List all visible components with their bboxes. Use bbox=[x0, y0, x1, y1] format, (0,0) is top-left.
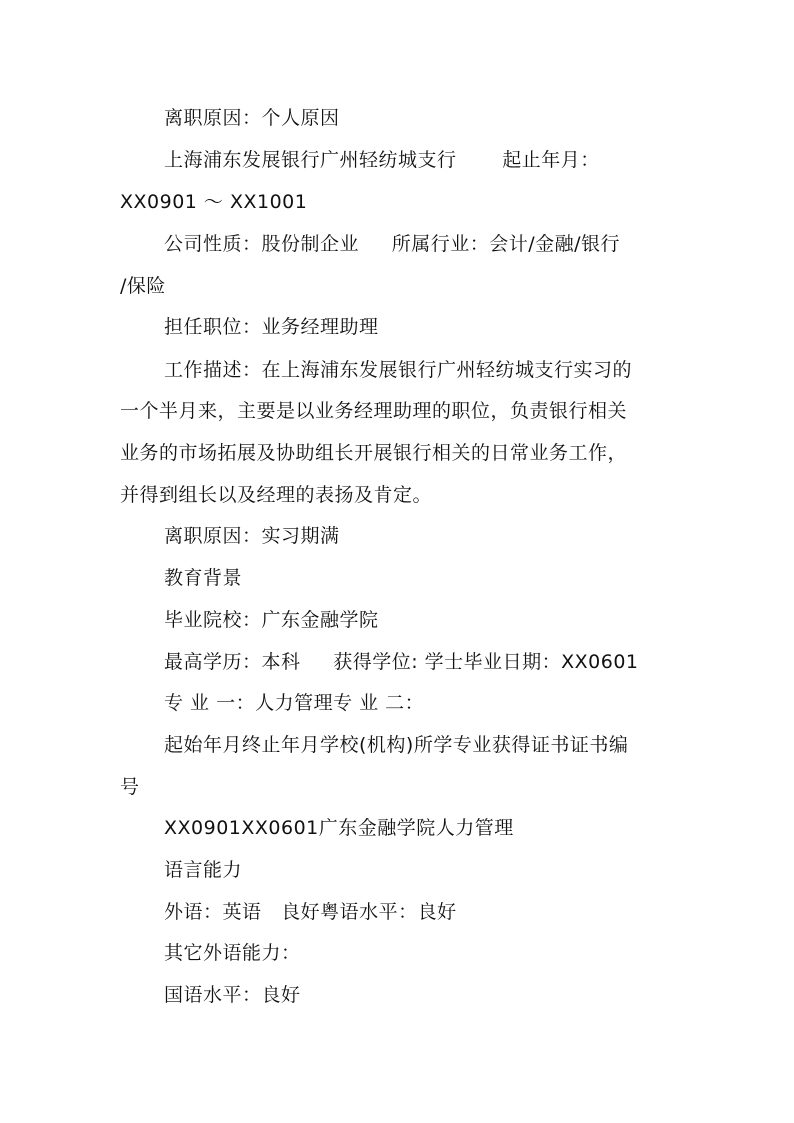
line-degree: 最高学历：本科 获得学位: 学士毕业日期：XX0601 bbox=[164, 651, 639, 673]
line-job-desc-4: 并得到组长以及经理的表扬及肯定。 bbox=[120, 484, 433, 506]
line-job-desc-3: 业务的市场拓展及协助组长开展银行相关的日常业务工作， bbox=[120, 442, 628, 464]
line-edu-record: XX0901XX0601广东金融学院人力管理 bbox=[164, 817, 514, 839]
line-employer-bank: 上海浦东发展银行广州轻纺城支行 起止年月： bbox=[164, 149, 600, 171]
line-leave-reason-1: 离职原因：个人原因 bbox=[164, 107, 340, 129]
line-job-desc-1: 工作描述：在上海浦东发展银行广州轻纺城支行实习的 bbox=[164, 359, 633, 381]
line-leave-reason-2: 离职原因：实习期满 bbox=[164, 525, 340, 547]
line-industry-cont: /保险 bbox=[120, 275, 166, 297]
line-position: 担任职位：业务经理助理 bbox=[164, 316, 379, 338]
line-edu-table-header-cont: 号 bbox=[120, 776, 140, 798]
line-major: 专 业 一：人力管理专 业 二： bbox=[164, 692, 425, 714]
line-mandarin: 国语水平：良好 bbox=[164, 984, 301, 1006]
section-heading-education: 教育背景 bbox=[164, 567, 243, 589]
line-school: 毕业院校：广东金融学院 bbox=[164, 609, 379, 631]
line-other-language: 其它外语能力： bbox=[164, 942, 301, 964]
line-job-desc-2: 一个半月来，主要是以业务经理助理的职位，负责银行相关 bbox=[120, 400, 628, 422]
line-edu-table-header: 起始年月终止年月学校(机构)所学专业获得证书证书编 bbox=[164, 734, 629, 756]
line-company-nature: 公司性质：股份制企业 所属行业：会计/金融/银行 bbox=[164, 233, 621, 255]
line-period: XX0901 ～ XX1001 bbox=[120, 191, 308, 213]
line-foreign-language: 外语：英语 良好粤语水平：良好 bbox=[164, 901, 457, 923]
section-heading-language: 语言能力 bbox=[164, 859, 243, 881]
